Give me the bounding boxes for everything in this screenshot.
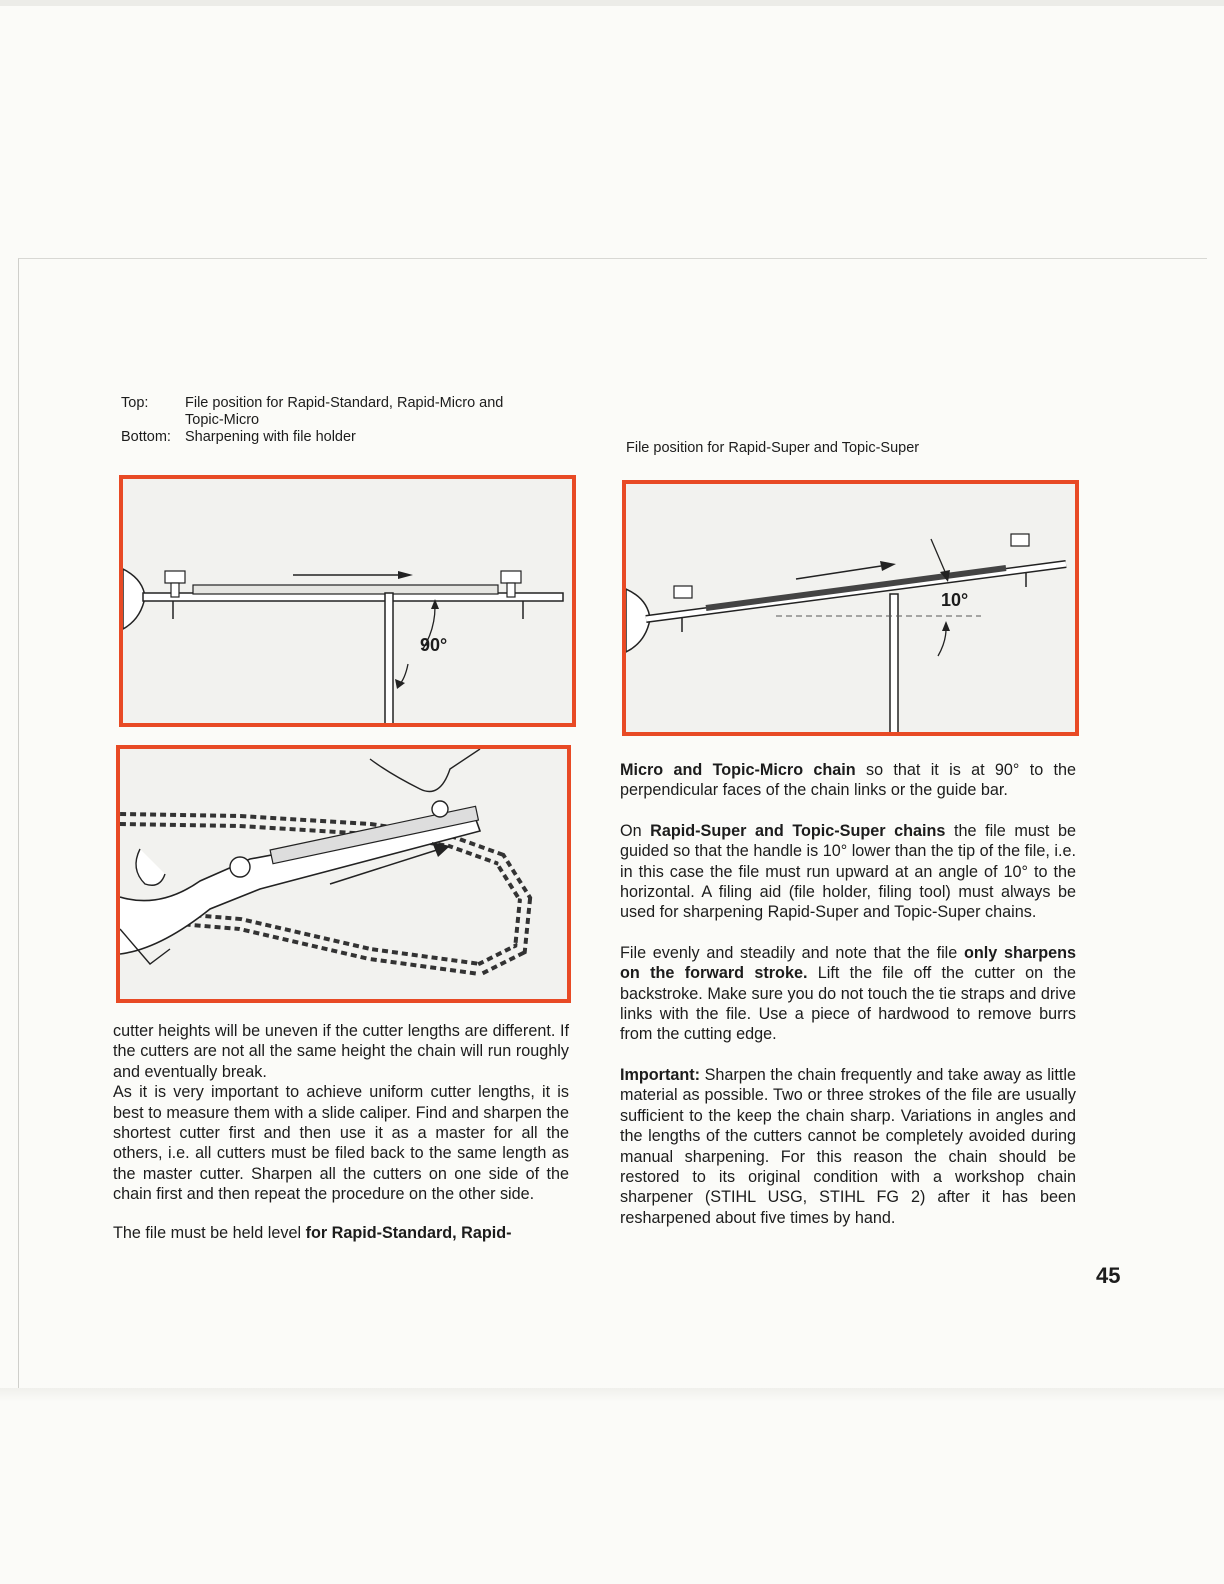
text-bold: Rapid-Super and Topic-Super chains — [650, 821, 946, 840]
right-column-text — [620, 760, 1076, 1228]
figure-sharpening-with-file-holder — [116, 745, 571, 1003]
paragraph-super-chains — [620, 821, 1076, 923]
scan-bottom-edge — [0, 1388, 1224, 1402]
text-bold: Micro and Topic-Micro chain — [620, 761, 856, 779]
figure-file-position-10 — [622, 480, 1079, 736]
paragraph-important — [620, 1065, 1076, 1228]
left-column-text — [113, 1021, 569, 1243]
text-plain: On — [620, 821, 651, 840]
text-plain: The file must be held level — [113, 1223, 306, 1242]
text-plain: File evenly and steadily and note that the file — [620, 943, 965, 962]
page-number: 45 — [1096, 1263, 1121, 1288]
paragraph-file-level — [113, 1223, 569, 1243]
angle-label-90: 90° — [420, 635, 448, 655]
scan-top-edge — [0, 0, 1224, 6]
caption-text: Sharpening with file holder — [185, 429, 356, 445]
paragraph-file-evenly — [620, 943, 1076, 1045]
figure-file-position-90 — [119, 475, 576, 727]
caption-left — [121, 395, 551, 446]
paragraph-cutter-heights: cutter heights will be uneven if the cutter lengths are different. If the cutters are not all the same height the chain will run roughly and eventually break. — [113, 1022, 569, 1081]
angle-label-10: 10° — [941, 590, 969, 610]
paragraph-gap — [620, 1045, 1076, 1065]
file-holder-angled-diagram — [626, 484, 1075, 732]
file-holder-level-diagram — [123, 479, 572, 723]
text-plain: so that it is at 90° to the perpendicular faces of the chain links or the guide bar. — [620, 761, 1077, 800]
caption-text: File position for Rapid-Standard, Rapid-Micro and Topic-Micro — [185, 395, 504, 428]
text-plain: Sharpen the chain frequently and take away as little material as possible. Two or three strokes of the file are usually sufficient to the keep the chain sharp. Variations in angles and the lengths of the cutters cannot be completely avoided during manual sharpening. For this reason the chain should be restored to its original condition with a workshop chain sharpener (STIHL USG, STIHL FG 2) after it has been resharpened about five times by hand. — [620, 1065, 1076, 1227]
chain-and-file-holder-drawing — [120, 749, 567, 999]
paragraph-gap — [113, 1205, 569, 1223]
caption-key: Top: — [121, 395, 149, 411]
paragraph-uniform-lengths: As it is very important to achieve uniform cutter lengths, it is best to measure them with a slide caliper. Find and sharpen the shortest cutter first and then use it as a master for all the others, i.e. all cutters must be filed back to the same length as the master cutter. Sharpen all the cutters on one side of the chain first and then repeat the procedure on the other side. — [113, 1083, 569, 1204]
paragraph-gap — [620, 923, 1076, 943]
paragraph-gap — [620, 801, 1076, 821]
caption-row-top — [121, 395, 551, 429]
text-bold: for Rapid-Standard, Rapid- — [305, 1223, 512, 1242]
text-plain: the file must be guided so that the handle is 10° lower than the tip of the file, i.e. in this case the file must run upward at an angle of 10° to the horizontal. A filing aid (file holder, filing tool) must always be used for sharpening Rapid-Super and Topic-Super chains. — [620, 821, 1076, 922]
text-bold: only sharpens on the forward stroke. — [620, 943, 1076, 983]
caption-right: File position for Rapid-Super and Topic-Super — [626, 440, 920, 456]
caption-row-bottom — [121, 429, 551, 446]
caption-key: Bottom: — [121, 429, 171, 445]
text-bold: Important: — [620, 1065, 701, 1084]
paragraph-micro-chain — [620, 760, 1076, 801]
text-plain: Lift the file off the cutter on the backstroke. Make sure you do not touch the tie straps and drive links with the file. Use a piece of hardwood to remove burrs from the cutting edge. — [620, 964, 1076, 1044]
